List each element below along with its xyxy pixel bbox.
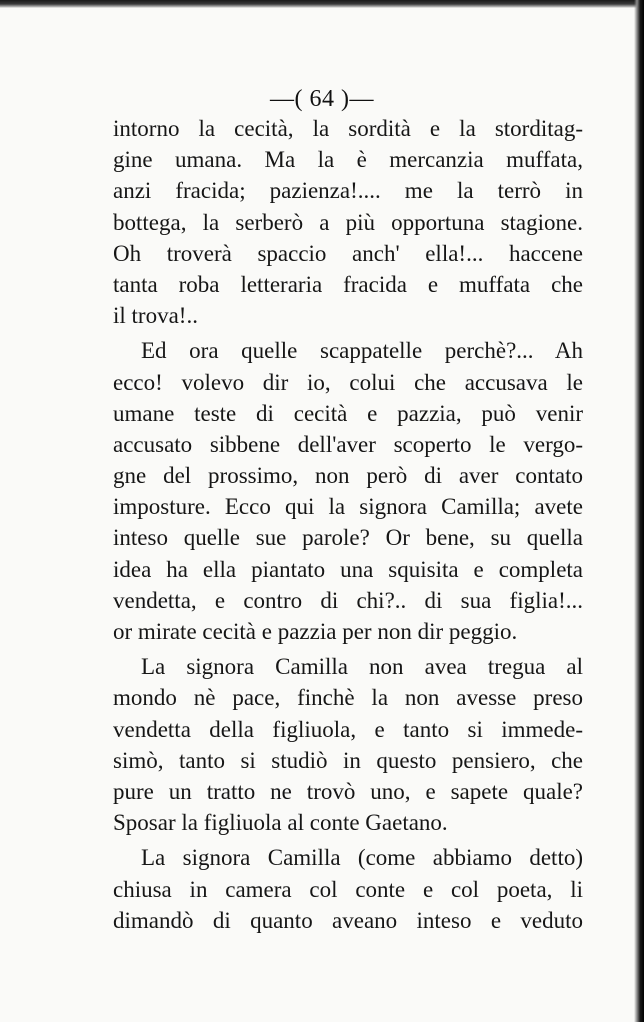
text-line: chiusa in camera col conte e col poeta, li <box>113 876 583 902</box>
page-number-header: —( 64 )— <box>270 86 374 112</box>
paragraph <box>113 842 583 936</box>
scan-right-edge <box>634 0 644 1022</box>
text-line: Ed ora quelle scappatelle perchè?... Ah <box>141 338 583 364</box>
text-line: pure un tratto ne trovò uno, e sapete quale? <box>113 778 583 804</box>
text-line: intorno la cecità, la sordità e la storditag- <box>113 116 583 141</box>
text-line: or mirate cecità e pazzia per non dir peggio. <box>113 619 518 644</box>
text-line: anzi fracida; pazienza!.... me la terrò in <box>113 178 583 204</box>
text-line: umane teste di cecità e pazzia, può venir <box>113 400 583 426</box>
text-line: vendetta, e contro di chi?.. di sua figlia!... <box>113 587 583 613</box>
text-line: mondo nè pace, finchè la non avesse preso <box>113 685 583 711</box>
text-line: gine umana. Ma la è mercanzia muffata, <box>113 147 583 173</box>
text-line: idea ha ella piantato una squisita e completa <box>113 556 583 582</box>
text-line: accusato sibbene dell'aver scoperto le vergo- <box>113 431 583 457</box>
text-line: dimandò di quanto aveano inteso e veduto <box>113 907 583 933</box>
body-text <box>113 113 583 936</box>
text-line: La signora Camilla non avea tregua al <box>141 654 583 680</box>
text-line: vendetta della figliuola, e tanto si immede- <box>113 716 583 742</box>
paragraph <box>113 113 583 331</box>
paragraph <box>113 335 583 647</box>
text-line: La signora Camilla (come abbiamo detto) <box>141 845 583 871</box>
paragraph <box>113 651 583 838</box>
text-line: Oh troverà spaccio anch' ella!... haccene <box>113 240 583 266</box>
text-line: il trova!.. <box>113 303 198 329</box>
text-line: tanta roba letteraria fracida e muffata che <box>113 271 583 297</box>
scan-top-edge <box>0 0 644 8</box>
text-line: imposture. Ecco qui la signora Camilla; avete <box>113 494 583 520</box>
text-line: simò, tanto si studiò in questo pensiero, che <box>113 747 583 773</box>
text-line: bottega, la serberò a più opportuna stagione. <box>113 209 583 235</box>
text-line: Sposar la figliuola al conte Gaetano. <box>113 810 448 836</box>
text-line: inteso quelle sue parole? Or bene, su quella <box>113 525 583 551</box>
text-line: gne del prossimo, non però di aver contato <box>113 463 583 489</box>
text-line: ecco! volevo dir io, colui che accusava le <box>113 369 583 395</box>
